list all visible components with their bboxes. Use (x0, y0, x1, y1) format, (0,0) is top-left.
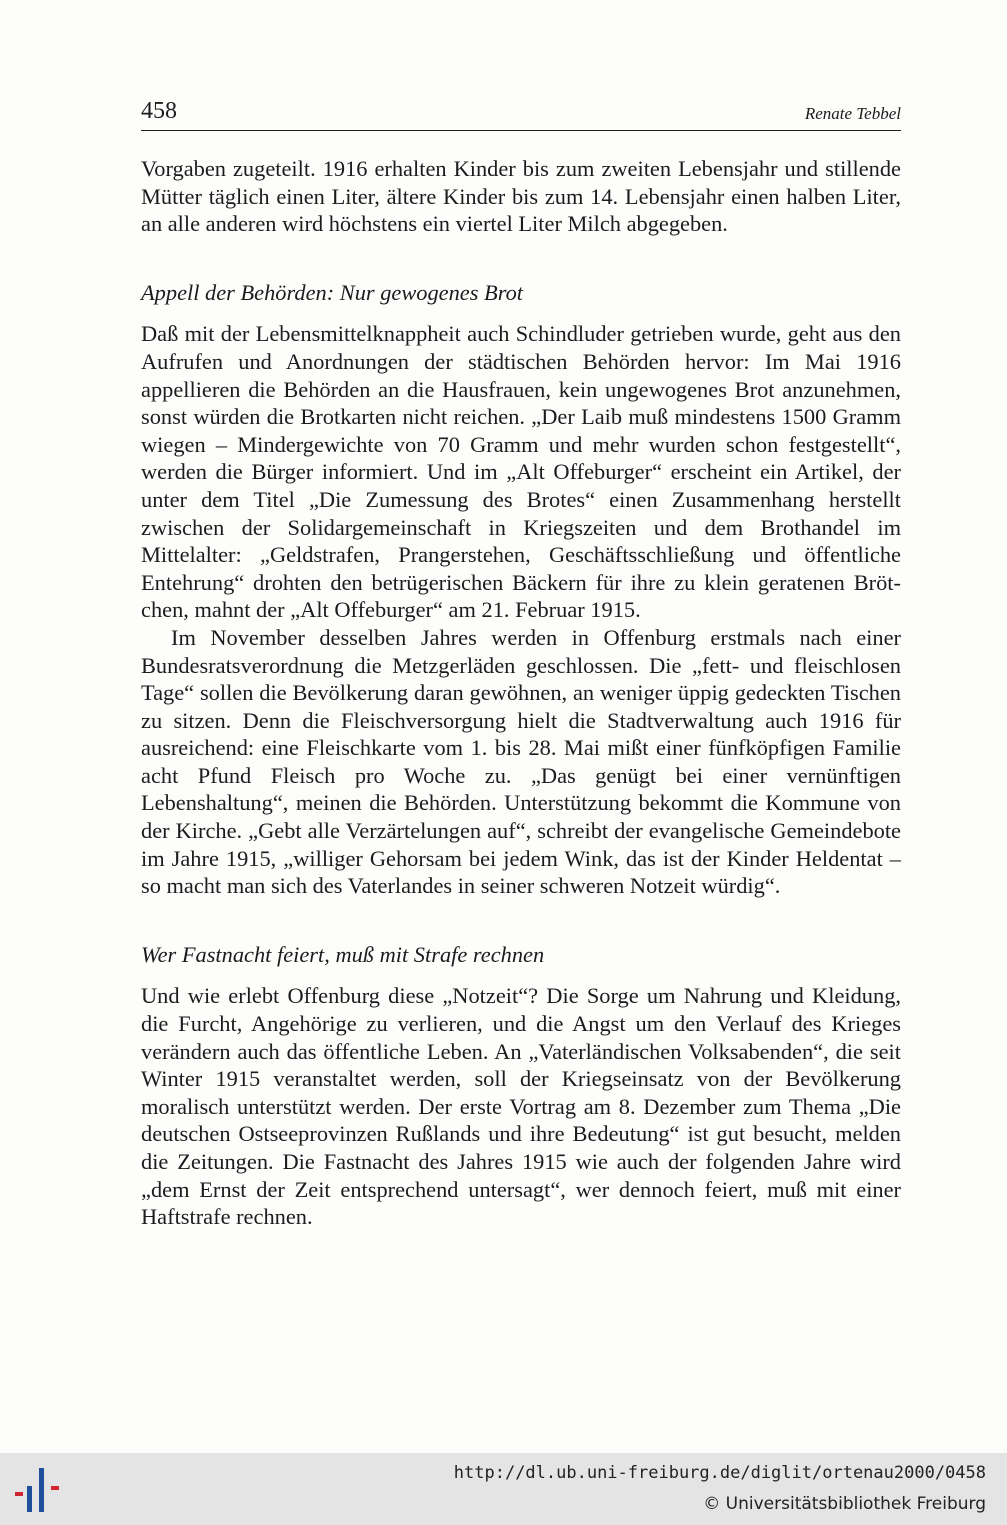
page-body (141, 155, 901, 1231)
running-head-author: Renate Tebbel (804, 104, 901, 123)
permalink-url[interactable]: http://dl.ub.uni-freiburg.de/diglit/ortenau2000/0458 (453, 1463, 986, 1483)
paragraph-4: Und wie erlebt Offenburg diese „Notzeit“? Die Sorge um Nahrung und Kleidung, die Furcht, Angehörige zu verlieren, und die Angst um den Verlauf des Krieges verändern auch das öffentliche Leben. An „Vaterländischen Volksabenden“, die seit Winter 1915 veranstaltet werden, soll der Kriegseinsatz von der Bevölkerung moralisch unterstützt werden. Der erste Vortrag am 8. Dezember zum Thema „Die deutschen Ostseeprovinzen Rußlands und ihre Bedeutung“ ist gut besucht, melden die Zeitungen. Die Fastnacht des Jahres 1915 wie auch der folgenden Jahre wird „dem Ernst der Zeit entsprechend untersagt“, wer dennoch feiert, muß mit einer Haftstrafe rechnen. (141, 983, 901, 1230)
paragraph-2: Daß mit der Lebensmittelknappheit auch Schindluder getrieben wurde, geht aus den Aufrufen und Anordnungen der städtischen Behörden hervor: Im Mai 1916 appellieren die Behörden an die Hausfrauen, kein ungewogenes Brot anzunehmen, sonst würden die Brotkarten nicht reichen. „Der Laib muß mindestens 1500 Gramm wiegen – Mindergewichte von 70 Gramm und mehr wurden schon festgestellt“, werden die Bürger informiert. Und im „Alt Offeburger“ erscheint ein Artikel, der unter dem Titel „Die Zumessung des Brotes“ einen Zusammenhang herstellt zwischen der Solidargemeinschaft in Kriegszeiten und dem Brothandel im Mittelalter: „Geldstrafen, Prangerstehen, Geschäftsschließung und öffentliche Entehrung“ drohten den betrügerischen Bäckern für ihre zu klein geratenen Brötchen, mahnt der „Alt Offeburger“ am 21. Februar 1915. (141, 321, 901, 623)
ub-freiburg-logo-icon (12, 1464, 64, 1516)
section-heading-2: Wer Fastnacht feiert, muß mit Strafe rechnen (141, 941, 545, 967)
page-header (141, 96, 901, 131)
page-number: 458 (141, 98, 177, 124)
paragraph-1: Vorgaben zugeteilt. 1916 erhalten Kinder bis zum zweiten Lebensjahr und stillende Mütter täglich einen Liter, ältere Kinder bis zum 14. Lebensjahr einen halben Liter, an alle anderen wird höchstens ein viertel Liter Milch abgegeben. (141, 156, 901, 237)
viewer-footer (0, 1453, 1007, 1525)
copyright-notice: © Universitätsbibliothek Freiburg (703, 1494, 986, 1514)
section-heading-1: Appell der Behörden: Nur gewogenes Brot (141, 279, 524, 305)
paragraph-3: Im November desselben Jahres werden in Offenburg erstmals nach einer Bundesratsverordnung die Metzgerläden geschlossen. Die „fett- und fleischlosen Tage“ sollen die Bevölkerung daran gewöhnen, an weniger üppig gedeckten Tischen zu sitzen. Denn die Fleischversorgung hielt die Stadtverwaltung auch 1916 für ausreichend: eine Fleischkarte vom 1. bis 28. Mai mißt einer fünfköpfigen Familie acht Pfund Fleisch pro Woche zu. „Das genügt bei einer vernünftigen Lebenshaltung“, meinen die Behörden. Unterstützung bekommt die Kommune von der Kirche. „Gebt alle Verzärtelungen auf“, schreibt der evangelische Gemeindebote im Jahre 1915, „williger Gehorsam bei jedem Wink, das ist der Kinder Heldentat – so macht man sich des Vaterlandes in seiner schweren Notzeit würdig“. (141, 624, 901, 899)
